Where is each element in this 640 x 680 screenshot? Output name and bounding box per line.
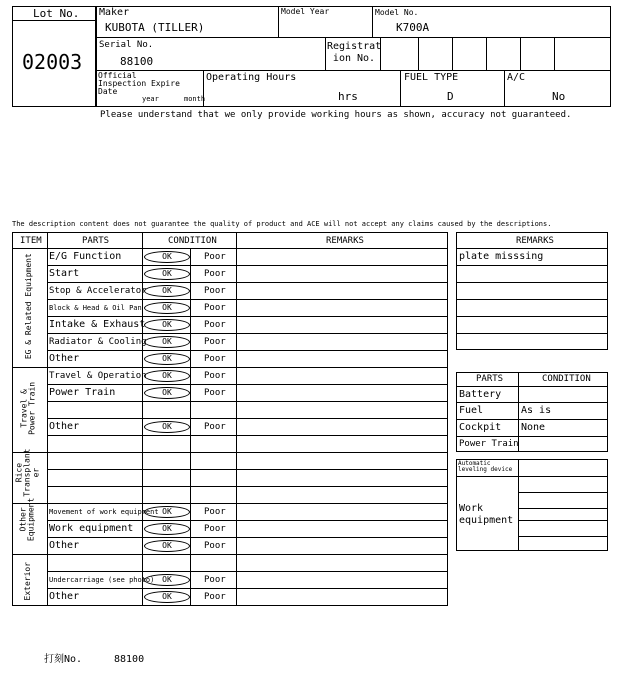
header-col-line-8 [520, 37, 521, 70]
poor-option: Poor [204, 320, 226, 330]
row-line [47, 418, 448, 419]
poor-option: Poor [204, 592, 226, 602]
col-header-parts: PARTS [82, 236, 110, 246]
work-equipment-label: Work equipment [459, 503, 514, 526]
row-line [47, 588, 448, 589]
part-stop-accelerator: Stop & Accelerator [49, 286, 147, 296]
part-exterior-other: Other [49, 591, 80, 602]
header-row-line-1 [96, 37, 611, 38]
remarks-line [456, 282, 608, 283]
ok-marker: OK [144, 574, 190, 586]
parts-fuel: Fuel [459, 405, 484, 416]
row-line [47, 486, 448, 487]
part-movement-work-equipment: Movement of work equipment [49, 508, 159, 516]
part-eg-function: E/G Function [49, 251, 122, 262]
registration-label: Registrat ion No. [327, 41, 382, 64]
poor-option: Poor [204, 575, 226, 585]
poor-option: Poor [204, 422, 226, 432]
fuel-label: FUEL TYPE [404, 72, 459, 83]
ok-marker: OK [144, 591, 190, 603]
group-line [12, 452, 448, 453]
col-header-condition: CONDITION [168, 236, 217, 246]
hours-label: Operating Hours [206, 72, 297, 83]
group-label-rice: Rice Transplant er [14, 448, 41, 497]
row-line [47, 316, 448, 317]
maker-value: KUBOTA (TILLER) [105, 21, 205, 34]
remarks-line [456, 299, 608, 300]
serial-label: Serial No. [99, 40, 154, 50]
work-line [518, 536, 608, 537]
row-line [47, 401, 448, 402]
header-col-line-7 [486, 37, 487, 70]
hours-unit: hrs [338, 90, 358, 103]
part-work-equipment: Work equipment [49, 523, 134, 534]
inspection-label: Official Inspection Expire Date [98, 71, 180, 96]
parts-line [456, 436, 608, 437]
stamp-value: 88100 [114, 654, 145, 665]
parts-col-header: PARTS [476, 374, 504, 384]
header-col-line-9 [554, 37, 555, 70]
parts-fuel-condition: As is [521, 405, 552, 416]
col-line-ok [190, 248, 191, 606]
group-label-exterior: Exterior [22, 561, 32, 601]
work-line [518, 508, 608, 509]
poor-option: Poor [204, 303, 226, 313]
parts-line [456, 386, 608, 387]
work-line [518, 492, 608, 493]
maker-label: Maker [99, 7, 130, 18]
part-radiator-cooling: Radiator & Cooling [49, 337, 147, 347]
row-line [47, 333, 448, 334]
parts-cockpit-condition: None [521, 422, 546, 433]
group-label-travel: Travel & Power Train [19, 381, 37, 435]
ok-marker: OK [144, 387, 190, 399]
poor-option: Poor [204, 337, 226, 347]
model-no-label: Model No. [375, 8, 419, 17]
part-block-head-oil-pan: Block & Head & Oil Pan [49, 304, 142, 312]
ok-marker: OK [144, 353, 190, 365]
header-col-line-11 [400, 70, 401, 107]
row-line [47, 282, 448, 283]
group-line [12, 503, 448, 504]
ac-label: A/C [507, 72, 526, 83]
ok-marker: OK [144, 336, 190, 348]
row-line [47, 571, 448, 572]
group-line [12, 367, 448, 368]
part-travel-other: Other [49, 421, 80, 432]
parts-line [456, 402, 608, 403]
part-start: Start [49, 268, 80, 279]
work-line [518, 520, 608, 521]
header-col-line-3 [325, 37, 326, 70]
header-col-line-12 [504, 70, 505, 107]
year-label: year [142, 95, 159, 103]
ac-value: No [552, 90, 566, 103]
description-notice: The description content does not guarantee the quality of product and ACE will not accept any claims caused by the descriptions. [12, 220, 552, 228]
ok-marker: OK [144, 540, 190, 552]
row-line [47, 384, 448, 385]
serial-value: 88100 [120, 55, 154, 68]
auto-leveling-label: Automatic leveling device [458, 460, 513, 473]
row-line [47, 435, 448, 436]
fuel-value: D [447, 90, 454, 103]
row-line [47, 350, 448, 351]
row-line-header [12, 248, 448, 249]
poor-option: Poor [204, 524, 226, 534]
remarks-line [456, 316, 608, 317]
parts-line [456, 419, 608, 420]
poor-option: Poor [204, 507, 226, 517]
poor-option: Poor [204, 286, 226, 296]
poor-option: Poor [204, 541, 226, 551]
col-header-remarks: REMARKS [326, 236, 364, 246]
header-col-line-5 [418, 37, 419, 70]
ok-marker: OK [144, 251, 190, 263]
poor-option: Poor [204, 371, 226, 381]
ok-marker: OK [144, 370, 190, 382]
header-row-line-2 [96, 70, 611, 71]
lot-label: Lot No. [33, 7, 80, 20]
model-no-value: K700A [396, 21, 430, 34]
row-line [47, 265, 448, 266]
remarks-line [456, 248, 608, 249]
group-label-other: Other Equipment [18, 497, 36, 542]
ok-marker: OK [144, 268, 190, 280]
parts-cockpit: Cockpit [459, 422, 502, 433]
ok-marker: OK [144, 302, 190, 314]
model-year-label: Model Year [281, 7, 330, 16]
condition-col-header: CONDITION [542, 374, 591, 384]
poor-option: Poor [204, 252, 226, 262]
col-line-item [47, 232, 48, 606]
work-col-line [518, 459, 519, 551]
part-undercarriage: Undercarriage (see photo) [49, 576, 155, 584]
col-line-condition [236, 232, 237, 606]
part-eg-other: Other [49, 353, 80, 364]
work-line [456, 476, 608, 477]
row-line [47, 537, 448, 538]
poor-option: Poor [204, 388, 226, 398]
part-intake-exhaust: Intake & Exhaust [49, 319, 146, 330]
part-travel-operation: Travel & Operation [49, 371, 147, 381]
row-line [47, 520, 448, 521]
header-col-line-6 [452, 37, 453, 70]
poor-option: Poor [204, 269, 226, 279]
lot-divider [12, 20, 96, 21]
lot-number: 02003 [22, 50, 83, 74]
stamp-label: 打刻No. [44, 654, 83, 665]
group-line [12, 554, 448, 555]
header-col-line-1 [278, 6, 279, 37]
group-label-eg: EG & Related Equipment [23, 253, 33, 360]
ok-marker: OK [144, 285, 190, 297]
poor-option: Poor [204, 354, 226, 364]
part-power-train: Power Train [49, 387, 116, 398]
row-line [47, 299, 448, 300]
ok-marker: OK [144, 319, 190, 331]
remarks-title: REMARKS [516, 236, 554, 246]
ok-marker: OK [144, 421, 190, 433]
row-line [47, 469, 448, 470]
month-label: month [184, 95, 206, 103]
remarks-line-1: plate misssing [459, 251, 544, 262]
col-header-item: ITEM [20, 236, 42, 246]
remarks-line [456, 333, 608, 334]
ok-marker: OK [144, 506, 190, 518]
ok-marker: OK [144, 523, 190, 535]
header-col-line-2 [372, 6, 373, 37]
parts-battery: Battery [459, 389, 502, 400]
parts-power-train: Power Train [459, 439, 519, 449]
remarks-line [456, 265, 608, 266]
part-other-equipment-other: Other [49, 540, 80, 551]
hours-notice: Please understand that we only provide working hours as shown, accuracy not guaranteed. [100, 110, 572, 120]
